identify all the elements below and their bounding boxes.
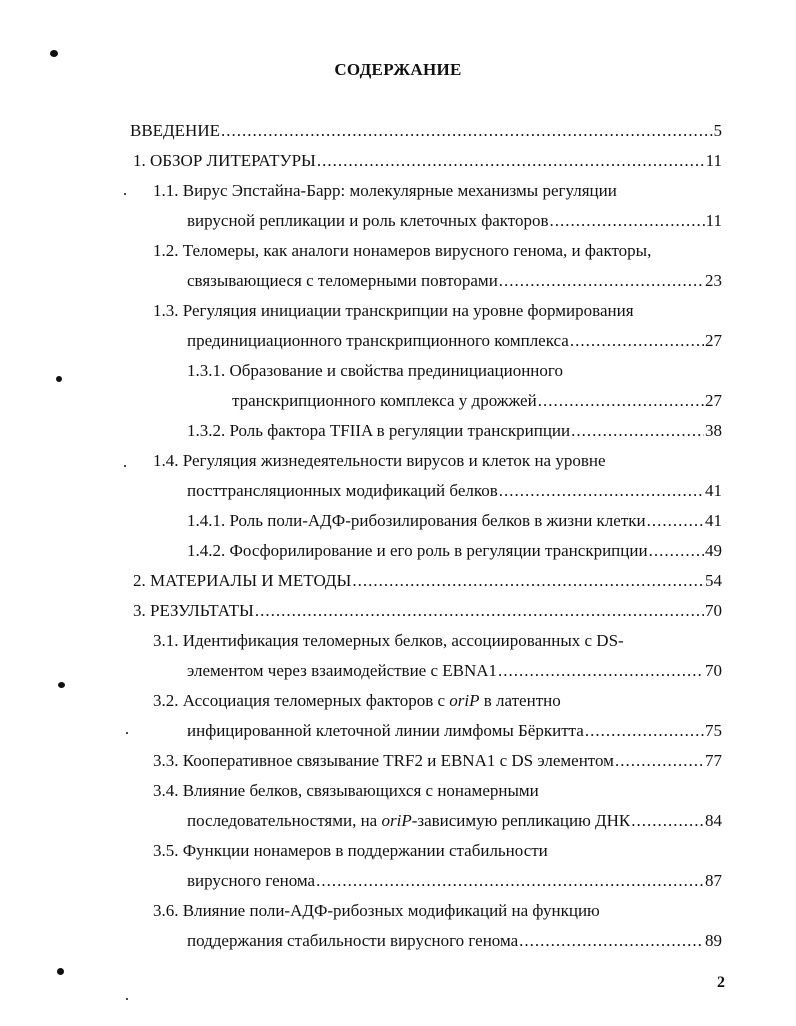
toc-line: 1. ОБЗОР ЛИТЕРАТУРЫ ..... 11 xyxy=(133,148,722,172)
scan-speck xyxy=(126,732,128,734)
toc-line: 3.3. Кооперативное связывание TRF2 и EBNA1 с DS элементом ..... 77 xyxy=(153,748,722,772)
scan-speck xyxy=(124,193,126,195)
toc-line: 1.3.2. Роль фактора TFIIA в регуляции транскрипции ..... 38 xyxy=(187,418,722,442)
toc-line: элементом через взаимодействие с EBNA1 ..... 70 xyxy=(187,658,722,682)
toc-line: 1.4.2. Фосфорилирование и его роль в регуляции транскрипции ..... 49 xyxy=(187,538,722,562)
toc-line: 1.3.1. Образование и свойства прединициационного xyxy=(187,361,563,380)
page-number: 2 xyxy=(717,974,725,991)
toc-line: вирусного генома ..... 87 xyxy=(187,868,722,892)
scan-speck xyxy=(50,50,58,57)
toc-line: 3.6. Влияние поли-АДФ-рибозных модификаций на функцию xyxy=(153,901,600,920)
toc-line: 1.2. Теломеры, как аналоги нонамеров вирусного генома, и факторы, xyxy=(153,241,652,260)
toc-line: последовательностями, на oriP-зависимую репликацию ДНК ..... 84 xyxy=(187,808,722,832)
scan-speck xyxy=(57,968,64,975)
toc-line: 1.4. Регуляция жизнедеятельности вирусов и клеток на уровне xyxy=(153,451,606,470)
toc-line: 3.1. Идентификация теломерных белков, ассоциированных с DS- xyxy=(153,631,624,650)
toc-line: 3.2. Ассоциация теломерных факторов с oriP в латентно xyxy=(153,691,561,710)
page-title: СОДЕРЖАНИЕ xyxy=(334,60,462,79)
scan-speck xyxy=(126,998,128,1000)
toc-line: 3.5. Функции нонамеров в поддержании стабильности xyxy=(153,841,548,860)
scan-speck xyxy=(56,376,62,382)
toc-line: 3. РЕЗУЛЬТАТЫ ..... 70 xyxy=(133,598,722,622)
toc-line: 3.4. Влияние белков, связывающихся с нонамерными xyxy=(153,781,539,800)
toc-line: ВВЕДЕНИЕ ..... 5 xyxy=(130,118,722,142)
toc-line: инфицированной клеточной линии лимфомы Бёркитта ..... 75 xyxy=(187,718,722,742)
toc-line: транскрипционного комплекса у дрожжей ..... 27 xyxy=(232,388,722,412)
toc-line: прединициационного транскрипционного комплекса ..... 27 xyxy=(187,328,722,352)
toc-line: 1.4.1. Роль поли-АДФ-рибозилирования белков в жизни клетки ..... 41 xyxy=(187,508,722,532)
toc-line: вирусной репликации и роль клеточных факторов ..... 11 xyxy=(187,208,722,232)
toc-line: связывающиеся с теломерными повторами ..... 23 xyxy=(187,268,722,292)
toc-line: посттрансляционных модификаций белков ..... 41 xyxy=(187,478,722,502)
toc-line: 2. МАТЕРИАЛЫ И МЕТОДЫ ..... 54 xyxy=(133,568,722,592)
toc-line: 1.3. Регуляция инициации транскрипции на уровне формирования xyxy=(153,301,634,320)
scan-speck xyxy=(58,682,65,688)
toc-line: поддержания стабильности вирусного генома ..... 89 xyxy=(187,928,722,952)
toc-line: 1.1. Вирус Эпстайна-Барр: молекулярные механизмы регуляции xyxy=(153,181,617,200)
scan-speck xyxy=(124,465,126,467)
